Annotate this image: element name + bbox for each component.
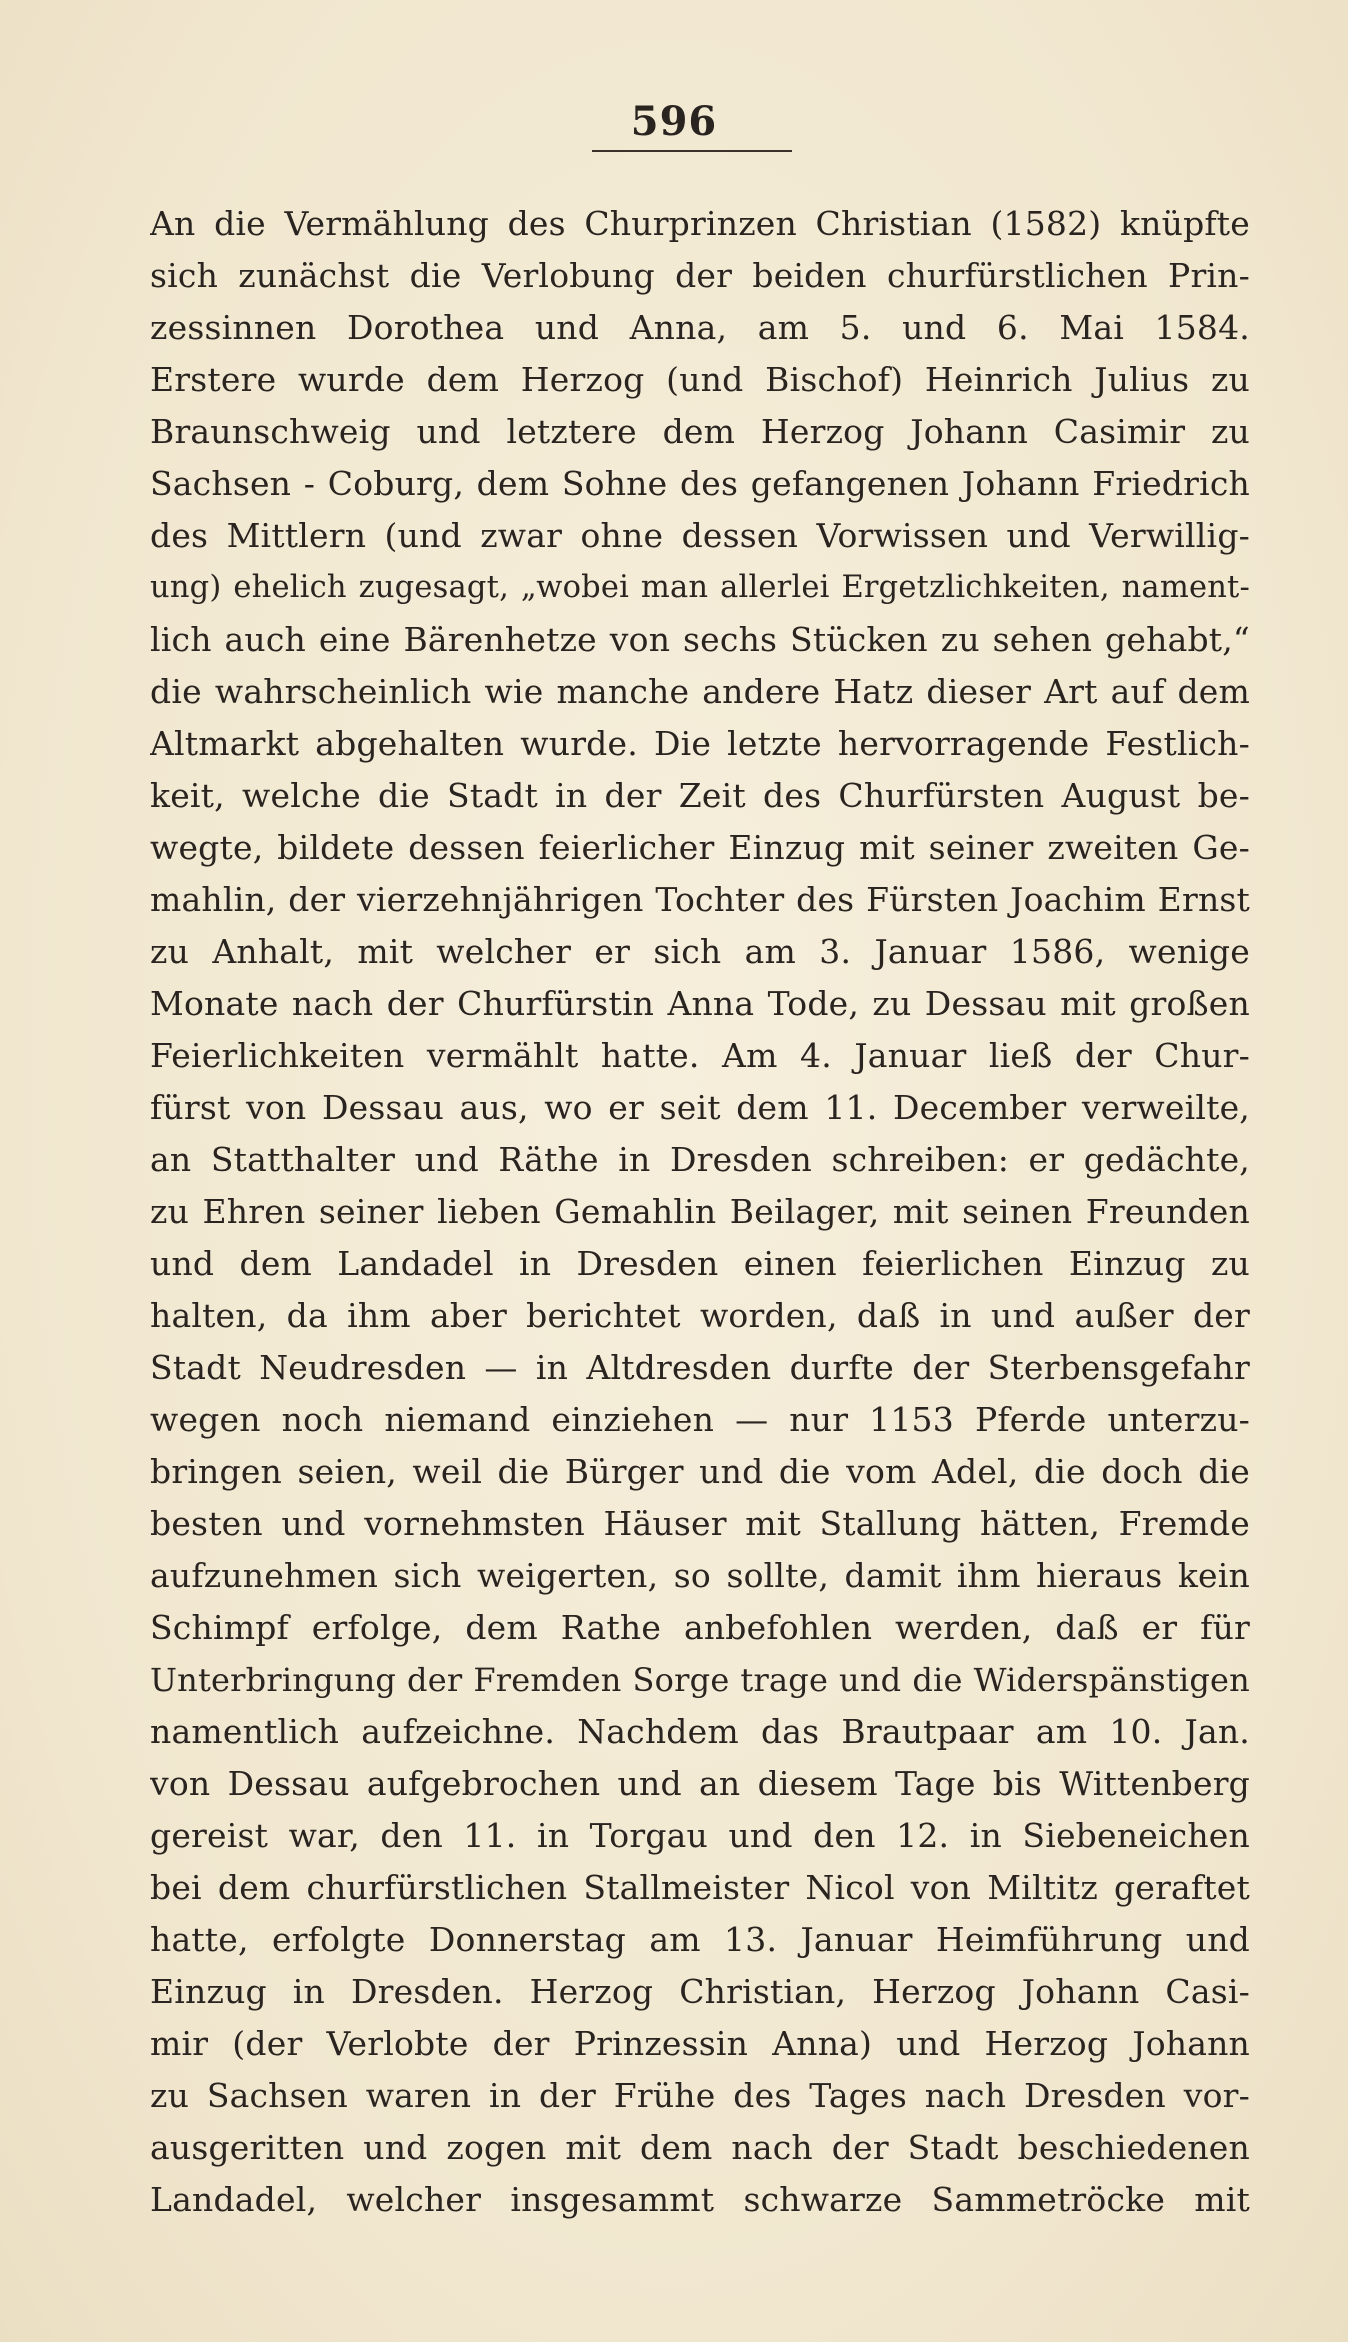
text-line: An die Vermählung des Churprinzen Christian (1582) knüpfte xyxy=(150,204,1250,243)
text-line: Erstere wurde dem Herzog (und Bischof) Heinrich Julius zu xyxy=(150,360,1250,399)
text-line: Braunschweig und letztere dem Herzog Johann Casimir zu xyxy=(150,412,1250,451)
page-number: 596 xyxy=(630,98,718,145)
text-line: Sachsen - Coburg, dem Sohne des gefangenen Johann Friedrich xyxy=(150,464,1250,503)
text-line: halten, da ihm aber berichtet worden, daß in und außer der xyxy=(150,1296,1250,1335)
text-line: an Statthalter und Räthe in Dresden schreiben: er gedächte, xyxy=(150,1140,1250,1179)
text-line: zu Ehren seiner lieben Gemahlin Beilager, mit seinen Freunden xyxy=(150,1192,1250,1231)
text-line: bringen seien, weil die Bürger und die vom Adel, die doch die xyxy=(150,1452,1250,1491)
text-line: mir (der Verlobte der Prinzessin Anna) und Herzog Johann xyxy=(150,2024,1250,2063)
text-line: besten und vornehmsten Häuser mit Stallung hätten, Fremde xyxy=(150,1504,1250,1543)
text-line: namentlich aufzeichne. Nachdem das Brautpaar am 10. Jan. xyxy=(150,1712,1250,1751)
text-line: und dem Landadel in Dresden einen feierlichen Einzug zu xyxy=(150,1244,1250,1283)
text-line: Einzug in Dresden. Herzog Christian, Herzog Johann Casi- xyxy=(150,1972,1250,2011)
text-line: Altmarkt abgehalten wurde. Die letzte hervorragende Festlich- xyxy=(150,724,1250,763)
text-line: Stadt Neudresden — in Altdresden durfte der Sterbensgefahr xyxy=(150,1348,1250,1387)
text-line: zu Sachsen waren in der Frühe des Tages nach Dresden vor- xyxy=(150,2076,1250,2115)
text-line: lich auch eine Bärenhetze von sechs Stücken zu sehen gehabt,“ xyxy=(150,620,1250,659)
text-line: keit, welche die Stadt in der Zeit des Churfürsten August be- xyxy=(150,776,1250,815)
header-rule xyxy=(592,150,792,152)
text-line: ung) ehelich zugesagt, „wobei man allerlei Ergetzlichkeiten, nament- xyxy=(150,570,1250,605)
text-line: Landadel, welcher insgesammt schwarze Sammetröcke mit xyxy=(150,2180,1250,2219)
text-line: fürst von Dessau aus, wo er seit dem 11. December verweilte, xyxy=(150,1088,1250,1127)
text-line: sich zunächst die Verlobung der beiden churfürstlichen Prin- xyxy=(150,256,1250,295)
text-line: des Mittlern (und zwar ohne dessen Vorwissen und Verwillig- xyxy=(150,516,1250,555)
text-line: wegte, bildete dessen feierlicher Einzug mit seiner zweiten Ge- xyxy=(150,828,1250,867)
text-line: wegen noch niemand einziehen — nur 1153 Pferde unterzu- xyxy=(150,1400,1250,1439)
text-line: bei dem churfürstlichen Stallmeister Nicol von Miltitz geraftet xyxy=(150,1868,1250,1907)
text-line: ausgeritten und zogen mit dem nach der Stadt beschiedenen xyxy=(150,2128,1250,2167)
text-line: die wahrscheinlich wie manche andere Hatz dieser Art auf dem xyxy=(150,672,1250,711)
text-line: zessinnen Dorothea und Anna, am 5. und 6. Mai 1584. xyxy=(150,308,1250,347)
text-line: Schimpf erfolge, dem Rathe anbefohlen werden, daß er für xyxy=(150,1608,1250,1647)
text-line: hatte, erfolgte Donnerstag am 13. Januar Heimführung und xyxy=(150,1920,1250,1959)
text-line: von Dessau aufgebrochen und an diesem Tage bis Wittenberg xyxy=(150,1764,1250,1803)
body-text xyxy=(150,198,1250,2226)
text-line: mahlin, der vierzehnjährigen Tochter des Fürsten Joachim Ernst xyxy=(150,880,1250,919)
text-line: zu Anhalt, mit welcher er sich am 3. Januar 1586, wenige xyxy=(150,932,1250,971)
text-line: Unterbringung der Fremden Sorge trage und die Widerspänstigen xyxy=(150,1661,1250,1699)
text-line: aufzunehmen sich weigerten, so sollte, damit ihm hieraus kein xyxy=(150,1556,1250,1595)
text-line: Monate nach der Churfürstin Anna Tode, zu Dessau mit großen xyxy=(150,984,1250,1023)
text-line: gereist war, den 11. in Torgau und den 12. in Siebeneichen xyxy=(150,1816,1250,1855)
text-line: Feierlichkeiten vermählt hatte. Am 4. Januar ließ der Chur- xyxy=(150,1036,1250,1075)
